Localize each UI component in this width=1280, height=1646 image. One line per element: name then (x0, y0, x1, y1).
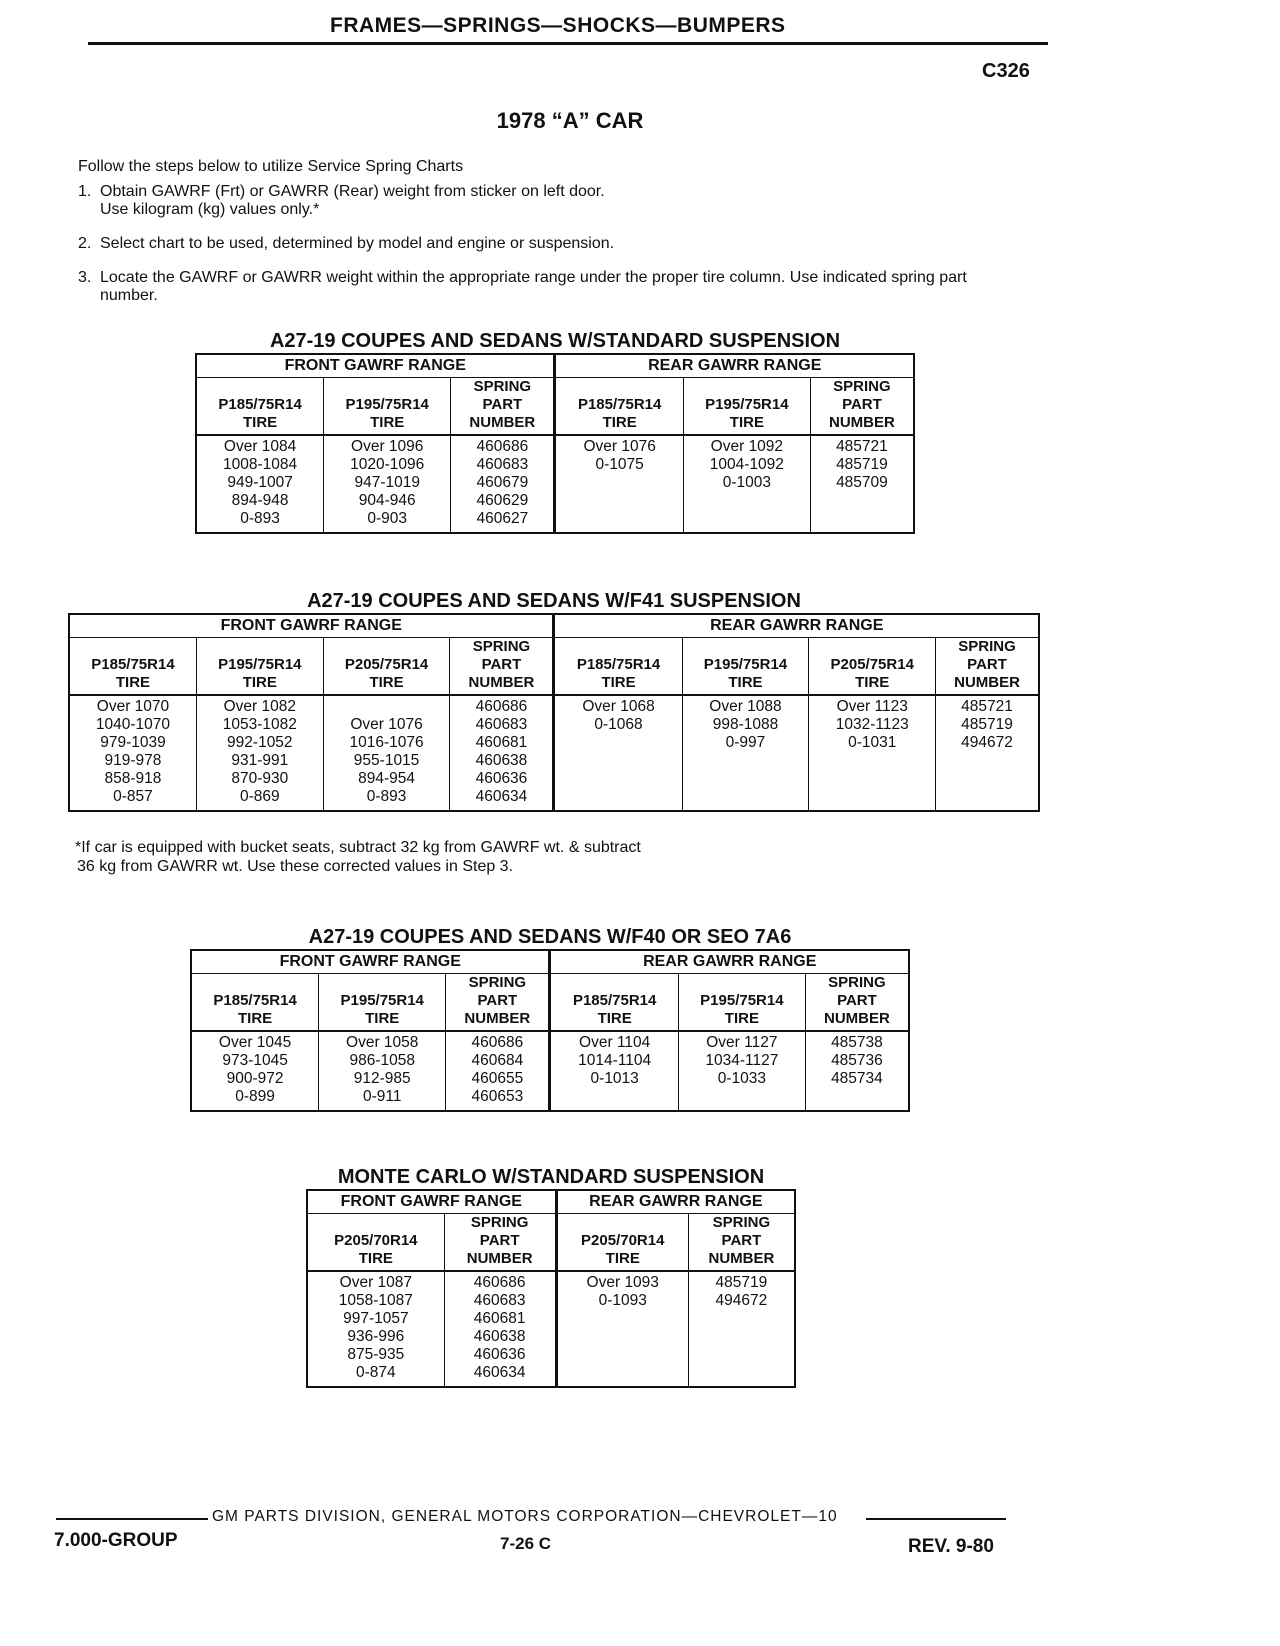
cell-value: 460686 (473, 1274, 526, 1291)
cell-value: TIRE (724, 1010, 759, 1027)
footer-credit: GM PARTS DIVISION, GENERAL MOTORS CORPORATION—CHEVROLET—10 (212, 1508, 838, 1525)
cell-value: PART (842, 396, 882, 413)
spring-part-number-header (444, 1214, 556, 1272)
front-spring-part-numbers (450, 695, 554, 811)
range-header-row (307, 1190, 795, 1214)
cell-value: TIRE (358, 1250, 393, 1267)
spring-table-standard (195, 330, 915, 534)
cell-value: TIRE (601, 674, 636, 691)
column-header-row (191, 974, 909, 1032)
cell-value: SPRING (468, 974, 527, 991)
tire-size-header (323, 638, 450, 696)
footnote-line: 36 kg from GAWRR wt. Use these corrected values in Step 3. (77, 858, 514, 875)
column-header-row (69, 638, 1039, 696)
cell-value: NUMBER (468, 674, 535, 691)
cell-value: 460681 (475, 734, 528, 751)
spring-chart (306, 1189, 796, 1388)
tire-size-header (554, 638, 682, 696)
step-item (78, 269, 1068, 305)
cell-value: Over 1082 (223, 698, 296, 715)
spring-chart (68, 613, 1040, 812)
front-spring-part-numbers (444, 1271, 556, 1387)
spring-part-number-header (936, 638, 1039, 696)
cell-value: TIRE (605, 1250, 640, 1267)
cell-value: TIRE (729, 414, 764, 431)
cell-value: 931-991 (231, 752, 289, 769)
cell-value: TIRE (365, 1010, 400, 1027)
rear-weight-ranges (683, 435, 810, 533)
cell-value: 494672 (715, 1292, 768, 1309)
front-weight-ranges (323, 695, 450, 811)
tire-size-header (196, 378, 324, 436)
front-weight-ranges (319, 1031, 446, 1111)
rear-range-header: REAR GAWRR RANGE (555, 354, 914, 378)
cell-value: TIRE (370, 414, 405, 431)
cell-value: Over 1088 (709, 698, 782, 715)
cell-value: 0-1093 (598, 1292, 647, 1309)
cell-value: PART (837, 992, 877, 1009)
cell-value: 485734 (831, 1070, 883, 1087)
cell-value: 460686 (475, 698, 528, 715)
cell-value: 1016-1076 (349, 734, 424, 751)
cell-value: SPRING (470, 1214, 529, 1231)
rear-weight-ranges (809, 695, 936, 811)
rear-range-header: REAR GAWRR RANGE (550, 950, 909, 974)
header-rule (88, 42, 1048, 45)
cell-value: Over 1058 (346, 1034, 419, 1051)
front-range-header: FRONT GAWRF RANGE (191, 950, 550, 974)
cell-value: P185/75R14 (213, 992, 297, 1009)
cell-value: P185/75R14 (91, 656, 175, 673)
cell-value: 460683 (475, 716, 528, 733)
range-values-row (196, 435, 914, 533)
table-title: A27-19 COUPES AND SEDANS W/F41 SUSPENSION (307, 590, 801, 612)
cell-value: Over 1104 (579, 1034, 651, 1051)
front-spring-part-numbers (446, 1031, 550, 1111)
cell-value: TIRE (115, 674, 151, 691)
cell-value: TIRE (243, 414, 278, 431)
footer-group: 7.000-GROUP (54, 1530, 178, 1551)
spring-part-number-header (805, 974, 909, 1032)
cell-value: 1053-1082 (222, 716, 297, 733)
tire-size-header (683, 378, 810, 436)
rear-weight-ranges (550, 1031, 678, 1111)
step-line: number. (100, 287, 158, 304)
intro-text: Follow the steps below to utilize Service Spring Charts (78, 158, 464, 175)
spring-table-monte-carlo (306, 1166, 796, 1388)
spring-chart (195, 353, 915, 534)
cell-value: P195/75R14 (340, 992, 424, 1009)
cell-value: 1004-1092 (709, 456, 784, 473)
page-code: C326 (982, 60, 1030, 82)
cell-value: 460683 (473, 1292, 526, 1309)
cell-value: 1014-1104 (578, 1052, 652, 1069)
range-header-row (191, 950, 909, 974)
cell-value: NUMBER (466, 1250, 533, 1267)
spring-part-number-header (688, 1214, 795, 1272)
rear-weight-ranges (678, 1031, 805, 1111)
cell-value: 460683 (476, 456, 529, 473)
cell-value: 900-972 (226, 1070, 284, 1087)
cell-value: SPRING (472, 638, 531, 655)
spring-chart (190, 949, 910, 1112)
cell-value: NUMBER (708, 1250, 775, 1267)
footer-revision: REV. 9-80 (908, 1536, 994, 1557)
cell-value: Over 1093 (586, 1274, 659, 1291)
step-item (78, 235, 1068, 253)
cell-value: 0-899 (235, 1088, 275, 1105)
cell-value: 979-1039 (100, 734, 166, 751)
rear-spring-part-numbers (810, 435, 914, 533)
cell-value: 0-911 (362, 1088, 402, 1105)
cell-value: 0-1075 (595, 456, 644, 473)
cell-value: 485736 (831, 1052, 883, 1069)
cell-value: 485719 (715, 1274, 768, 1291)
cell-value: Over 1096 (351, 438, 424, 455)
rear-weight-ranges (682, 695, 809, 811)
cell-value: 904-946 (358, 492, 416, 509)
spring-part-number-header (450, 638, 554, 696)
cell-value: Over 1084 (223, 438, 297, 455)
cell-value: 1034-1127 (705, 1052, 779, 1069)
range-values-row (69, 695, 1039, 811)
cell-value: 1008-1084 (223, 456, 298, 473)
cell-value: 0-893 (240, 510, 280, 527)
cell-value: 936-996 (347, 1328, 405, 1345)
step-number: 3. (78, 269, 92, 286)
cell-value: NUMBER (469, 414, 536, 431)
cell-value: 460634 (475, 788, 528, 805)
cell-value: 870-930 (231, 770, 289, 787)
page-title: 1978 “A” CAR (496, 108, 644, 133)
front-weight-ranges (196, 695, 323, 811)
cell-value: 1020-1096 (350, 456, 425, 473)
cell-value: PART (477, 992, 518, 1009)
cell-value: 460681 (473, 1310, 526, 1327)
cell-value: P185/75R14 (218, 396, 302, 413)
cell-value: NUMBER (829, 414, 895, 431)
front-range-header: FRONT GAWRF RANGE (196, 354, 555, 378)
cell-value: Over 1070 (96, 698, 170, 715)
tire-size-header (69, 638, 196, 696)
cell-value: 460638 (475, 752, 528, 769)
rear-spring-part-numbers (688, 1271, 795, 1387)
range-header-row (196, 354, 914, 378)
cell-value: 460638 (473, 1328, 526, 1345)
cell-value: TIRE (602, 414, 637, 431)
cell-value: PART (481, 656, 522, 673)
footnote-line: *If car is equipped with bucket seats, subtract 32 kg from GAWRF wt. & subtract (75, 839, 641, 856)
front-weight-ranges (196, 435, 324, 533)
front-range-header: FRONT GAWRF RANGE (69, 614, 554, 638)
tire-size-header (324, 378, 451, 436)
tire-size-header (196, 638, 323, 696)
front-weight-ranges (191, 1031, 319, 1111)
rear-spring-part-numbers (936, 695, 1039, 811)
cell-value: TIRE (597, 1010, 632, 1027)
tire-size-header (307, 1214, 444, 1272)
cell-value: Over 1045 (218, 1034, 292, 1051)
step-line: Locate the GAWRF or GAWRR weight within the appropriate range under the proper tire column. Use indicated spring part (100, 269, 967, 286)
cell-value: P195/75R14 (705, 396, 789, 413)
cell-value: P205/75R14 (830, 656, 914, 673)
cell-value: Over 1087 (339, 1274, 413, 1291)
cell-value: 973-1045 (222, 1052, 288, 1069)
spring-part-number-header (810, 378, 914, 436)
cell-value: 894-948 (231, 492, 289, 509)
cell-value: TIRE (855, 674, 890, 691)
table-title: MONTE CARLO W/STANDARD SUSPENSION (337, 1166, 765, 1188)
cell-value: 858-918 (104, 770, 162, 787)
front-weight-ranges (324, 435, 451, 533)
front-range-header: FRONT GAWRF RANGE (307, 1190, 556, 1214)
cell-value: PART (482, 396, 523, 413)
cell-value: 912-985 (353, 1070, 411, 1087)
cell-value: P185/75R14 (576, 656, 661, 673)
cell-value: 494672 (961, 734, 1013, 751)
cell-value: 0-893 (366, 788, 407, 805)
cell-value: PART (479, 1232, 520, 1249)
cell-value: 485721 (961, 698, 1013, 715)
cell-value: 875-935 (347, 1346, 405, 1363)
cell-value: 919-978 (104, 752, 162, 769)
range-header-row (69, 614, 1039, 638)
tire-size-header (191, 974, 319, 1032)
spring-table-f41 (68, 590, 1040, 812)
cell-value: P205/75R14 (344, 656, 429, 673)
section-header-title: FRAMES—SPRINGS—SHOCKS—BUMPERS (330, 14, 786, 37)
spring-part-number-header (446, 974, 550, 1032)
cell-value: PART (721, 1232, 762, 1249)
cell-value: 955-1015 (353, 752, 420, 769)
tire-size-header (678, 974, 805, 1032)
cell-value: PART (967, 656, 1007, 673)
cell-value: 460686 (471, 1034, 524, 1051)
cell-value: P195/75R14 (345, 396, 429, 413)
cell-value: 0-1003 (722, 474, 771, 491)
cell-value: SPRING (958, 638, 1016, 655)
cell-value: 460634 (473, 1364, 526, 1381)
cell-value: 1058-1087 (338, 1292, 413, 1309)
cell-value: 0-1031 (848, 734, 897, 751)
rear-range-header: REAR GAWRR RANGE (554, 614, 1039, 638)
cell-value: 0-1013 (590, 1070, 639, 1087)
cell-value: 986-1058 (349, 1052, 415, 1069)
table-title: A27-19 COUPES AND SEDANS W/STANDARD SUSPENSION (269, 330, 841, 352)
cell-value: 485738 (831, 1034, 883, 1051)
front-weight-ranges (307, 1271, 444, 1387)
cell-value: 460655 (471, 1070, 524, 1087)
front-spring-part-numbers (451, 435, 555, 533)
step-number: 2. (78, 235, 92, 252)
cell-value: 0-869 (239, 788, 280, 805)
cell-value: Over 1076 (350, 716, 423, 733)
footer-page-number: 7-26 C (500, 1534, 552, 1553)
cell-value: 460679 (476, 474, 529, 491)
step-item (78, 183, 1068, 219)
front-weight-ranges (69, 695, 196, 811)
cell-value: P195/75R14 (700, 992, 784, 1009)
tire-size-header (809, 638, 936, 696)
step-line: Obtain GAWRF (Frt) or GAWRR (Rear) weight from sticker on left door. (100, 183, 605, 200)
cell-value: 485719 (836, 456, 888, 473)
tire-size-header (556, 1214, 688, 1272)
cell-value: 460636 (475, 770, 528, 787)
cell-value: NUMBER (824, 1010, 890, 1027)
cell-value: TIRE (369, 674, 404, 691)
cell-value (328, 698, 446, 716)
table-title: A27-19 COUPES AND SEDANS W/F40 OR SEO 7A6 (308, 926, 792, 948)
spring-part-number-header (451, 378, 555, 436)
tire-size-header (555, 378, 683, 436)
cell-value: 997-1057 (343, 1310, 409, 1327)
step-number: 1. (78, 183, 92, 200)
cell-value: TIRE (728, 674, 763, 691)
cell-value: P185/75R14 (577, 396, 662, 413)
spring-table-f40 (190, 926, 910, 1112)
cell-value: 460686 (476, 438, 529, 455)
tire-size-header (550, 974, 678, 1032)
cell-value: Over 1076 (583, 438, 656, 455)
footer-rule (866, 1518, 1006, 1520)
cell-value: 949-1007 (227, 474, 293, 491)
cell-value: SPRING (712, 1214, 771, 1231)
cell-value: 485709 (836, 474, 888, 491)
cell-value: 0-903 (367, 510, 408, 527)
cell-value: 485719 (961, 716, 1013, 733)
step-line: Use kilogram (kg) values only.* (100, 201, 320, 218)
cell-value: Over 1123 (836, 698, 908, 715)
tire-size-header (682, 638, 809, 696)
rear-spring-part-numbers (805, 1031, 909, 1111)
cell-value: P195/75R14 (703, 656, 788, 673)
range-values-row (307, 1271, 795, 1387)
cell-value: TIRE (242, 674, 277, 691)
cell-value: 992-1052 (227, 734, 293, 751)
cell-value: 894-954 (358, 770, 415, 787)
rear-range-header: REAR GAWRR RANGE (556, 1190, 795, 1214)
cell-value: P185/75R14 (572, 992, 657, 1009)
step-line: Select chart to be used, determined by model and engine or suspension. (100, 235, 615, 252)
cell-value: 460627 (476, 510, 529, 527)
rear-weight-ranges (556, 1271, 688, 1387)
cell-value: 947-1019 (354, 474, 420, 491)
rear-weight-ranges (555, 435, 683, 533)
cell-value: P205/70R14 (334, 1232, 418, 1249)
tire-size-header (319, 974, 446, 1032)
cell-value: TIRE (238, 1010, 273, 1027)
range-values-row (191, 1031, 909, 1111)
cell-value: 460629 (476, 492, 529, 509)
cell-value: 460684 (471, 1052, 524, 1069)
cell-value: 998-1088 (712, 716, 779, 733)
cell-value: 0-1068 (594, 716, 643, 733)
column-header-row (196, 378, 914, 436)
bucket-seat-footnote (75, 838, 795, 876)
cell-value: 460636 (473, 1346, 526, 1363)
steps-list (78, 183, 1068, 321)
rear-weight-ranges (554, 695, 682, 811)
cell-value: NUMBER (464, 1010, 531, 1027)
cell-value: NUMBER (954, 674, 1020, 691)
cell-value: 485721 (836, 438, 888, 455)
cell-value: 460653 (471, 1088, 524, 1105)
cell-value: Over 1127 (706, 1034, 778, 1051)
cell-value: 0-874 (356, 1364, 396, 1381)
cell-value: 1032-1123 (835, 716, 909, 733)
cell-value: SPRING (833, 378, 891, 395)
footer-rule (56, 1518, 208, 1520)
cell-value: SPRING (473, 378, 532, 395)
cell-value: 0-1033 (717, 1070, 766, 1087)
cell-value: SPRING (828, 974, 886, 991)
cell-value: 0-997 (725, 734, 766, 751)
cell-value: 1040-1070 (95, 716, 171, 733)
cell-value: Over 1068 (582, 698, 655, 715)
cell-value: 0-857 (113, 788, 153, 805)
cell-value: P195/75R14 (218, 656, 302, 673)
cell-value: P205/70R14 (581, 1232, 665, 1249)
column-header-row (307, 1214, 795, 1272)
cell-value: Over 1092 (710, 438, 784, 455)
